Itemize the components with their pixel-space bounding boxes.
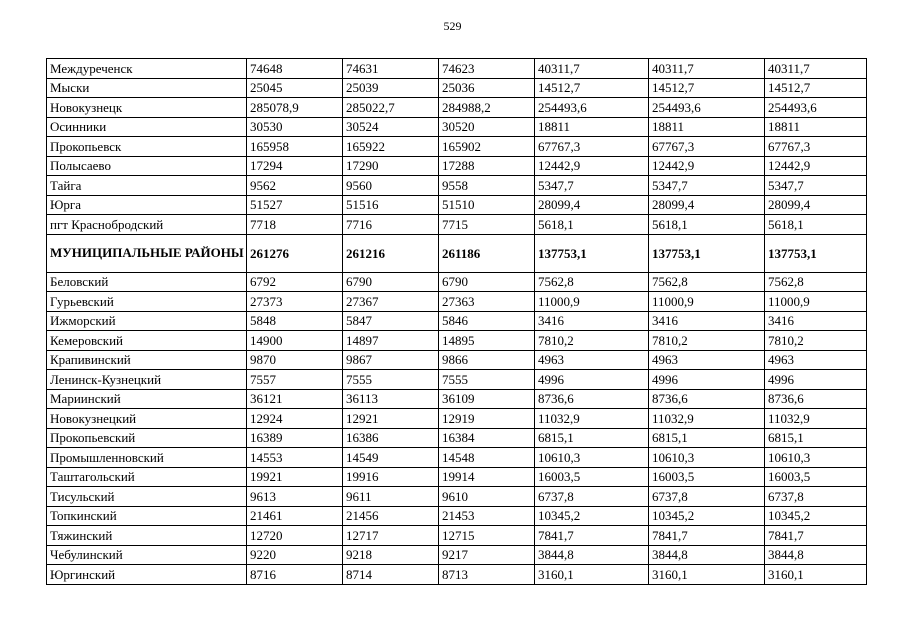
value-cell: 10610,3 <box>649 448 765 468</box>
value-cell: 7841,7 <box>649 526 765 546</box>
value-cell: 6790 <box>343 272 439 292</box>
data-table <box>46 58 867 585</box>
value-cell: 12919 <box>439 409 535 429</box>
value-cell: 67767,3 <box>535 137 649 157</box>
value-cell: 12442,9 <box>535 156 649 176</box>
value-cell: 16003,5 <box>535 467 649 487</box>
value-cell: 28099,4 <box>649 195 765 215</box>
value-cell: 9866 <box>439 350 535 370</box>
value-cell: 165922 <box>343 137 439 157</box>
table-row <box>47 409 867 429</box>
value-cell: 36109 <box>439 389 535 409</box>
value-cell: 4996 <box>765 370 867 390</box>
table-row <box>47 526 867 546</box>
value-cell: 9613 <box>247 487 343 507</box>
row-name-cell: Прокопьевск <box>47 137 247 157</box>
table-row <box>47 78 867 98</box>
row-name-cell: Новокузнецкий <box>47 409 247 429</box>
value-cell: 12715 <box>439 526 535 546</box>
value-cell: 261276 <box>247 234 343 272</box>
value-cell: 5347,7 <box>535 176 649 196</box>
value-cell: 9611 <box>343 487 439 507</box>
value-cell: 10610,3 <box>535 448 649 468</box>
row-name-cell: Беловский <box>47 272 247 292</box>
value-cell: 14897 <box>343 331 439 351</box>
table-row <box>47 215 867 235</box>
value-cell: 21461 <box>247 506 343 526</box>
value-cell: 25039 <box>343 78 439 98</box>
value-cell: 30520 <box>439 117 535 137</box>
value-cell: 25036 <box>439 78 535 98</box>
row-name-cell: Новокузнецк <box>47 98 247 118</box>
value-cell: 12442,9 <box>649 156 765 176</box>
row-name-cell: Мыски <box>47 78 247 98</box>
table-row <box>47 156 867 176</box>
table-row <box>47 350 867 370</box>
table-row <box>47 272 867 292</box>
row-name-cell: МУНИЦИПАЛЬНЫЕ РАЙОНЫ <box>47 234 247 272</box>
value-cell: 16386 <box>343 428 439 448</box>
value-cell: 6737,8 <box>535 487 649 507</box>
value-cell: 36121 <box>247 389 343 409</box>
value-cell: 3844,8 <box>649 545 765 565</box>
table-row <box>47 545 867 565</box>
table-row <box>47 311 867 331</box>
value-cell: 8714 <box>343 565 439 585</box>
row-name-cell: Юрга <box>47 195 247 215</box>
value-cell: 5618,1 <box>649 215 765 235</box>
value-cell: 5618,1 <box>765 215 867 235</box>
value-cell: 9870 <box>247 350 343 370</box>
value-cell: 3416 <box>535 311 649 331</box>
table-row <box>47 98 867 118</box>
value-cell: 11000,9 <box>765 292 867 312</box>
value-cell: 14512,7 <box>765 78 867 98</box>
value-cell: 5847 <box>343 311 439 331</box>
value-cell: 18811 <box>765 117 867 137</box>
value-cell: 36113 <box>343 389 439 409</box>
value-cell: 12720 <box>247 526 343 546</box>
value-cell: 284988,2 <box>439 98 535 118</box>
value-cell: 7810,2 <box>535 331 649 351</box>
value-cell: 9562 <box>247 176 343 196</box>
value-cell: 7555 <box>343 370 439 390</box>
table-row <box>47 370 867 390</box>
row-name-cell: Полысаево <box>47 156 247 176</box>
table-body <box>47 59 867 585</box>
value-cell: 165958 <box>247 137 343 157</box>
row-name-cell: Юргинский <box>47 565 247 585</box>
value-cell: 14549 <box>343 448 439 468</box>
row-name-cell: Промышленновский <box>47 448 247 468</box>
value-cell: 30530 <box>247 117 343 137</box>
value-cell: 27367 <box>343 292 439 312</box>
value-cell: 254493,6 <box>765 98 867 118</box>
value-cell: 7562,8 <box>535 272 649 292</box>
value-cell: 11032,9 <box>535 409 649 429</box>
value-cell: 16003,5 <box>765 467 867 487</box>
value-cell: 261216 <box>343 234 439 272</box>
value-cell: 9558 <box>439 176 535 196</box>
value-cell: 30524 <box>343 117 439 137</box>
value-cell: 3416 <box>765 311 867 331</box>
value-cell: 137753,1 <box>649 234 765 272</box>
value-cell: 12921 <box>343 409 439 429</box>
row-name-cell: Мариинский <box>47 389 247 409</box>
value-cell: 16389 <box>247 428 343 448</box>
value-cell: 254493,6 <box>535 98 649 118</box>
value-cell: 4963 <box>649 350 765 370</box>
table-row <box>47 137 867 157</box>
value-cell: 11000,9 <box>649 292 765 312</box>
value-cell: 254493,6 <box>649 98 765 118</box>
value-cell: 16003,5 <box>649 467 765 487</box>
table-row <box>47 389 867 409</box>
table-row <box>47 234 867 272</box>
value-cell: 17290 <box>343 156 439 176</box>
value-cell: 51527 <box>247 195 343 215</box>
value-cell: 137753,1 <box>535 234 649 272</box>
value-cell: 74631 <box>343 59 439 79</box>
value-cell: 74648 <box>247 59 343 79</box>
value-cell: 7810,2 <box>649 331 765 351</box>
value-cell: 12924 <box>247 409 343 429</box>
value-cell: 11032,9 <box>765 409 867 429</box>
value-cell: 285078,9 <box>247 98 343 118</box>
value-cell: 14548 <box>439 448 535 468</box>
value-cell: 7841,7 <box>535 526 649 546</box>
value-cell: 7810,2 <box>765 331 867 351</box>
value-cell: 4963 <box>535 350 649 370</box>
value-cell: 4996 <box>649 370 765 390</box>
table-row <box>47 195 867 215</box>
value-cell: 6737,8 <box>649 487 765 507</box>
row-name-cell: Чебулинский <box>47 545 247 565</box>
value-cell: 27363 <box>439 292 535 312</box>
table-row <box>47 487 867 507</box>
page-number: 529 <box>443 19 462 33</box>
value-cell: 9220 <box>247 545 343 565</box>
value-cell: 21456 <box>343 506 439 526</box>
row-name-cell: Крапивинский <box>47 350 247 370</box>
value-cell: 7555 <box>439 370 535 390</box>
value-cell: 51516 <box>343 195 439 215</box>
value-cell: 10345,2 <box>765 506 867 526</box>
value-cell: 4963 <box>765 350 867 370</box>
value-cell: 16384 <box>439 428 535 448</box>
value-cell: 10345,2 <box>649 506 765 526</box>
value-cell: 10345,2 <box>535 506 649 526</box>
row-name-cell: пгт Краснобродский <box>47 215 247 235</box>
value-cell: 7562,8 <box>649 272 765 292</box>
value-cell: 5347,7 <box>649 176 765 196</box>
value-cell: 3160,1 <box>649 565 765 585</box>
value-cell: 7715 <box>439 215 535 235</box>
table-row <box>47 331 867 351</box>
value-cell: 8716 <box>247 565 343 585</box>
value-cell: 74623 <box>439 59 535 79</box>
row-name-cell: Междуреченск <box>47 59 247 79</box>
value-cell: 67767,3 <box>649 137 765 157</box>
value-cell: 28099,4 <box>535 195 649 215</box>
table-row <box>47 467 867 487</box>
value-cell: 28099,4 <box>765 195 867 215</box>
value-cell: 9560 <box>343 176 439 196</box>
table-row <box>47 117 867 137</box>
value-cell: 3416 <box>649 311 765 331</box>
value-cell: 51510 <box>439 195 535 215</box>
value-cell: 3160,1 <box>765 565 867 585</box>
value-cell: 21453 <box>439 506 535 526</box>
value-cell: 6790 <box>439 272 535 292</box>
value-cell: 5846 <box>439 311 535 331</box>
value-cell: 5347,7 <box>765 176 867 196</box>
value-cell: 40311,7 <box>535 59 649 79</box>
value-cell: 14895 <box>439 331 535 351</box>
value-cell: 25045 <box>247 78 343 98</box>
value-cell: 5848 <box>247 311 343 331</box>
value-cell: 7716 <box>343 215 439 235</box>
table-row <box>47 59 867 79</box>
value-cell: 285022,7 <box>343 98 439 118</box>
value-cell: 12717 <box>343 526 439 546</box>
value-cell: 261186 <box>439 234 535 272</box>
value-cell: 7718 <box>247 215 343 235</box>
value-cell: 9610 <box>439 487 535 507</box>
row-name-cell: Тисульский <box>47 487 247 507</box>
table-row <box>47 448 867 468</box>
value-cell: 5618,1 <box>535 215 649 235</box>
value-cell: 8736,6 <box>535 389 649 409</box>
value-cell: 8736,6 <box>649 389 765 409</box>
row-name-cell: Тайга <box>47 176 247 196</box>
row-name-cell: Топкинский <box>47 506 247 526</box>
value-cell: 17288 <box>439 156 535 176</box>
value-cell: 8736,6 <box>765 389 867 409</box>
value-cell: 14553 <box>247 448 343 468</box>
value-cell: 19921 <box>247 467 343 487</box>
value-cell: 14900 <box>247 331 343 351</box>
value-cell: 19916 <box>343 467 439 487</box>
value-cell: 11032,9 <box>649 409 765 429</box>
row-name-cell: Осинники <box>47 117 247 137</box>
row-name-cell: Таштагольский <box>47 467 247 487</box>
value-cell: 6815,1 <box>535 428 649 448</box>
value-cell: 6815,1 <box>649 428 765 448</box>
row-name-cell: Прокопьевский <box>47 428 247 448</box>
value-cell: 6737,8 <box>765 487 867 507</box>
row-name-cell: Ленинск-Кузнецкий <box>47 370 247 390</box>
value-cell: 8713 <box>439 565 535 585</box>
value-cell: 27373 <box>247 292 343 312</box>
value-cell: 40311,7 <box>765 59 867 79</box>
row-name-cell: Гурьевский <box>47 292 247 312</box>
value-cell: 14512,7 <box>649 78 765 98</box>
value-cell: 7557 <box>247 370 343 390</box>
table-row <box>47 506 867 526</box>
value-cell: 9218 <box>343 545 439 565</box>
value-cell: 3844,8 <box>535 545 649 565</box>
value-cell: 14512,7 <box>535 78 649 98</box>
value-cell: 3160,1 <box>535 565 649 585</box>
value-cell: 67767,3 <box>765 137 867 157</box>
value-cell: 17294 <box>247 156 343 176</box>
value-cell: 19914 <box>439 467 535 487</box>
value-cell: 3844,8 <box>765 545 867 565</box>
table-row <box>47 292 867 312</box>
value-cell: 137753,1 <box>765 234 867 272</box>
value-cell: 11000,9 <box>535 292 649 312</box>
value-cell: 9217 <box>439 545 535 565</box>
value-cell: 6815,1 <box>765 428 867 448</box>
value-cell: 165902 <box>439 137 535 157</box>
row-name-cell: Ижморский <box>47 311 247 331</box>
value-cell: 18811 <box>649 117 765 137</box>
value-cell: 7841,7 <box>765 526 867 546</box>
value-cell: 10610,3 <box>765 448 867 468</box>
value-cell: 9867 <box>343 350 439 370</box>
value-cell: 6792 <box>247 272 343 292</box>
table-row <box>47 428 867 448</box>
value-cell: 18811 <box>535 117 649 137</box>
row-name-cell: Кемеровский <box>47 331 247 351</box>
table-row <box>47 565 867 585</box>
row-name-cell: Тяжинский <box>47 526 247 546</box>
value-cell: 40311,7 <box>649 59 765 79</box>
value-cell: 4996 <box>535 370 649 390</box>
value-cell: 7562,8 <box>765 272 867 292</box>
table-row <box>47 176 867 196</box>
value-cell: 12442,9 <box>765 156 867 176</box>
